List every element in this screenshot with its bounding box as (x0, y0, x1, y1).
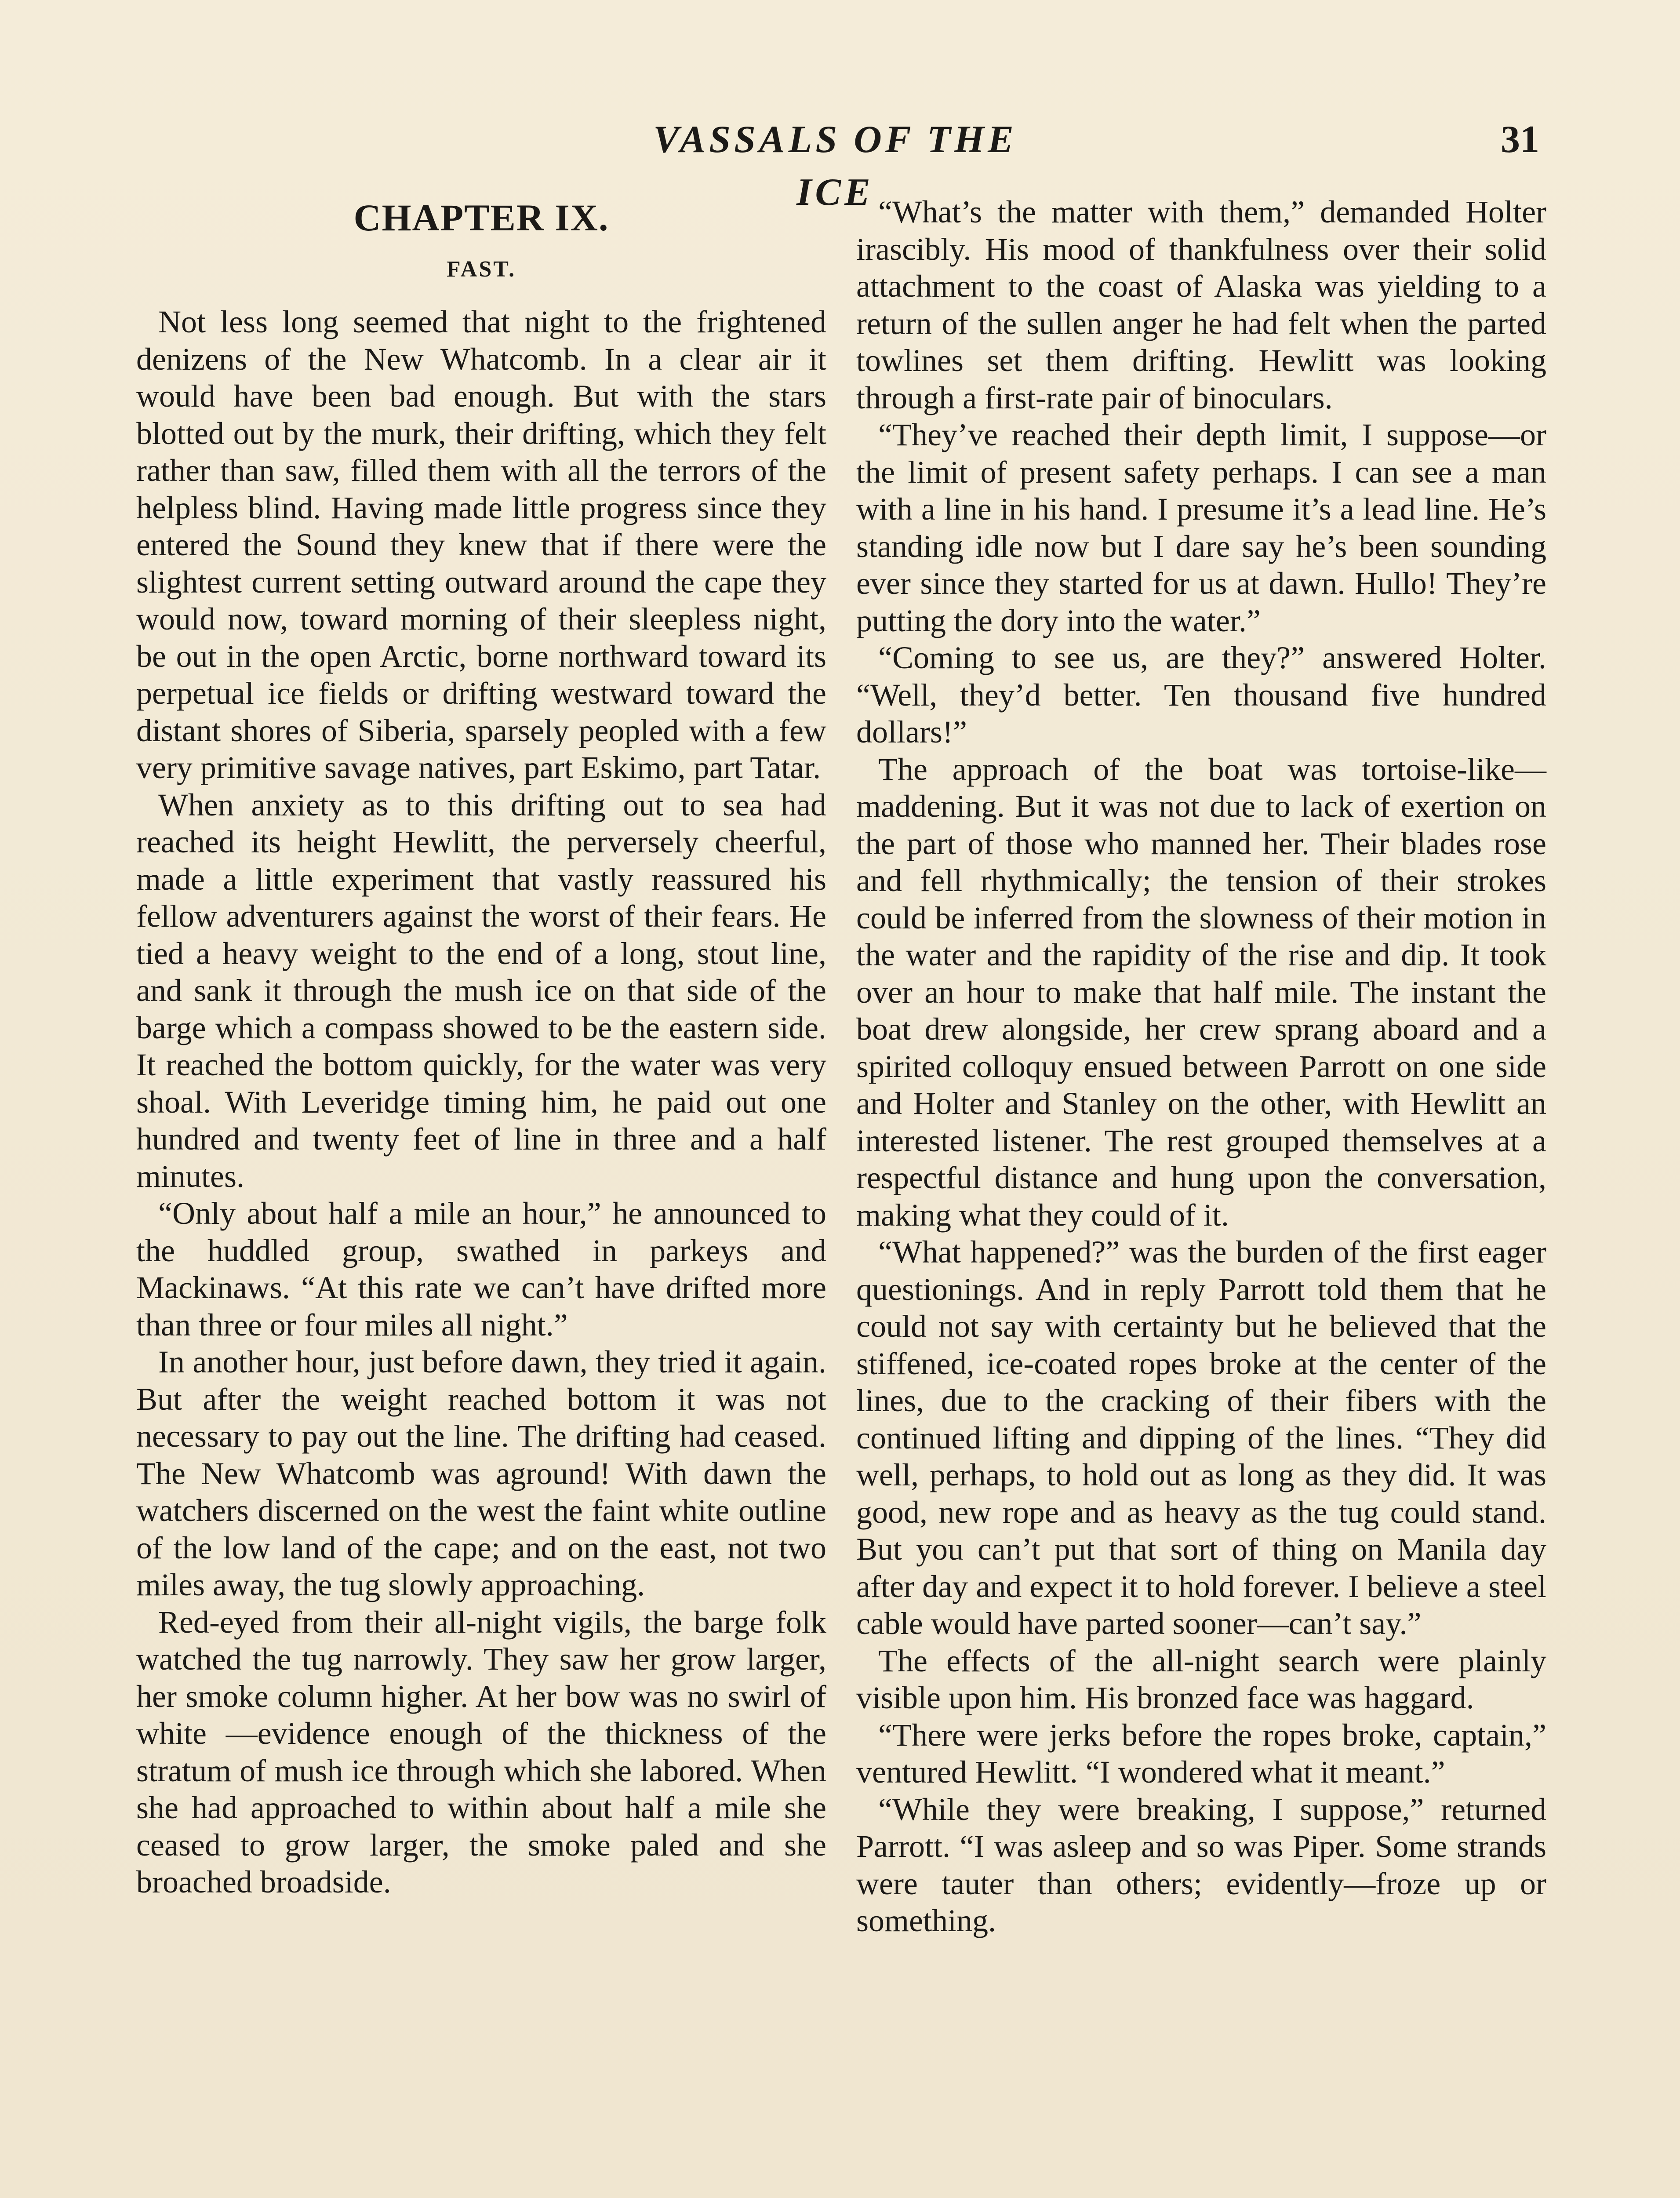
paragraph: “What’s the matter with them,” demanded Holter irascibly. His mood of thankfulness over their solid attachment to the coast of Alaska was yielding to a return of the sullen anger he had felt when the parted towlines set them drifting. Hewlitt was looking through a first-rate pair of binoculars. (856, 194, 1546, 415)
chapter-title: CHAPTER IX. (353, 197, 609, 239)
paragraph: Not less long seemed that night to the frightened denizens of the New Whatcomb. In a clear air it would have been bad enough. But with the stars blotted out by the murk, their drifting, which they felt rather than saw, filled them with all the terrors of the helpless blind. Having made little progress since they entered the Sound they knew that if there were the slightest current setting outward around the cape they would now, toward morning of their sleepless night, be out in the open Arctic, borne northward toward its perpetual ice fields or drifting westward toward the distant shores of Siberia, sparsely peopled with a few very primitive savage natives, part Eskimo, part Tatar. (136, 304, 826, 785)
paragraph: Red-eyed from their all-night vigils, the barge folk watched the tug narrowly. They saw her grow larger, her smoke column higher. At her bow was no swirl of white —evidence enough of the thickness of the stratum of mush ice through which she labored. When she had approached to within about half a mile she ceased to grow larger, the smoke paled and she broached broadside. (136, 1604, 826, 1900)
chapter-subtitle: FAST. (446, 257, 516, 282)
paragraph: “Coming to see us, are they?” answered Holter. “Well, they’d better. Ten thousand five hundred dollars!” (856, 640, 1546, 750)
running-title: VASSALS OF THE ICE (653, 118, 1017, 214)
paragraph: The approach of the boat was tortoise-like—maddening. But it was not due to lack of exertion on the part of those who manned her. Their blades rose and fell rhythmically; the tension of their strokes could be inferred from the slowness of their motion in the water and the rapidity of the rise and dip. It took over an hour to make that half mile. The instant the boat drew alongside, her crew sprang aboard and a spirited colloquy ensued between Parrott on one side and Holter and Stanley on the other, with Hewlitt an interested listener. The rest grouped themselves at a respectful distance and hung upon the conversation, making what they could of it. (856, 751, 1546, 1233)
running-header (0, 113, 1680, 214)
paragraph: In another hour, just before dawn, they tried it again. But after the weight reached bottom it was not necessary to pay out the line. The drifting had ceased. The New Whatcomb was aground! With dawn the watchers discerned on the west the faint white outline of the low land of the cape; and on the east, not two miles away, the tug slowly approaching. (136, 1344, 826, 1602)
left-column (136, 193, 826, 1901)
paragraph: “They’ve reached their depth limit, I suppose—or the limit of present safety perhaps. I can see a man with a line in his hand. I presume it’s a lead line. He’s standing idle now but I dare say he’s been sounding ever since they started for us at dawn. Hullo! They’re putting the dory into the water.” (856, 417, 1546, 638)
paragraph: When anxiety as to this drifting out to sea had reached its height Hewlitt, the perversely cheerful, made a little experiment that vastly reassured his fellow adventurers against the worst of their fears. He tied a heavy weight to the end of a long, stout line, and sank it through the mush ice on that side of the barge which a compass showed to be the eastern side. It reached the bottom quickly, for the water was very shoal. With Leveridge timing him, he paid out one hundred and twenty feet of line in three and a half minutes. (136, 787, 826, 1194)
paragraph: “What happened?” was the burden of the first eager questionings. And in reply Parrott told them that he could not say with certainty but he believed that the stiffened, ice-coated ropes broke at the center of the lines, due to the cracking of their fibers with the continued lifting and dipping of the lines. “They did well, perhaps, to hold out as long as they did. It was good, new rope and as heavy as the tug could stand. But you can’t put that sort of thing on Manila day after day and expect it to hold forever. I believe a steel cable would have parted sooner—can’t say.” (856, 1234, 1546, 1641)
paragraph: “There were jerks before the ropes broke, captain,” ventured Hewlitt. “I wondered what it meant.” (856, 1717, 1546, 1790)
right-column (856, 193, 1546, 1940)
paragraph: “Only about half a mile an hour,” he announced to the huddled group, swathed in parkeys and Mackinaws. “At this rate we can’t have drifted more than three or four miles all night.” (136, 1196, 826, 1343)
page-number: 31 (1501, 118, 1539, 161)
paragraph: The effects of the all-night search were plainly visible upon him. His bronzed face was haggard. (856, 1643, 1546, 1715)
paragraph: “While they were breaking, I suppose,” returned Parrott. “I was asleep and so was Piper. Some strands were tauter than others; evidently—froze up or something. (856, 1791, 1546, 1938)
